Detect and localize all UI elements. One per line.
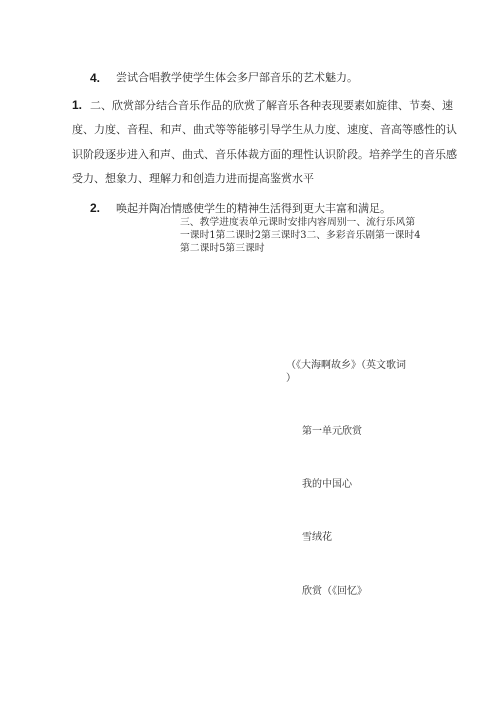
item-number: 2. bbox=[90, 201, 101, 215]
paragraph-line: 识阶段逐步进入和声、曲式、音乐体裁方面的理性认识阶段。培养学生的音乐感 bbox=[72, 147, 457, 161]
objective-text: 唤起并陶冶情感使学生的精神生活得到更大丰富和满足。 bbox=[116, 202, 391, 215]
unit-item: 第一单元欣赏 bbox=[302, 426, 362, 437]
song-title-continued: ） bbox=[286, 373, 296, 384]
objective-text: 尝试合唱教学使学生体会多尸部音乐的艺术魅力。 bbox=[116, 71, 358, 84]
appreciation-paragraph bbox=[90, 94, 453, 119]
schedule-block bbox=[180, 216, 420, 255]
item-number: 4. bbox=[90, 71, 101, 85]
appreciation-paragraph-body bbox=[72, 118, 457, 192]
unit-item: 雪绒花 bbox=[302, 532, 332, 543]
song-title: （《大海啊故乡》（英文歌词 bbox=[286, 360, 406, 371]
paragraph-line: 二、欣赏部分结合音乐作品的欣赏了解音乐各种表现要素如旋律、节奏、速 bbox=[90, 99, 453, 112]
paragraph-line: 受力、想象力、理解力和创造力进而提高鉴赏水平 bbox=[72, 172, 314, 185]
unit-item: 欣赏（《回忆》 bbox=[302, 586, 367, 597]
unit-item: 我的中国心 bbox=[302, 479, 352, 490]
schedule-line: 一课时1第二课时2第三课时3二、多彩音乐剧第一课时4 bbox=[180, 230, 421, 241]
schedule-line: 三、教学进度表单元课时安排内容周别一、流行乐风第 bbox=[180, 217, 416, 228]
item-number: 1. bbox=[72, 98, 83, 112]
paragraph-line: 度、力度、音程、和声、曲式等等能够引导学生从力度、速度、音高等感性的认 bbox=[72, 123, 457, 136]
schedule-line: 第二课时5第三课时 bbox=[180, 243, 265, 254]
